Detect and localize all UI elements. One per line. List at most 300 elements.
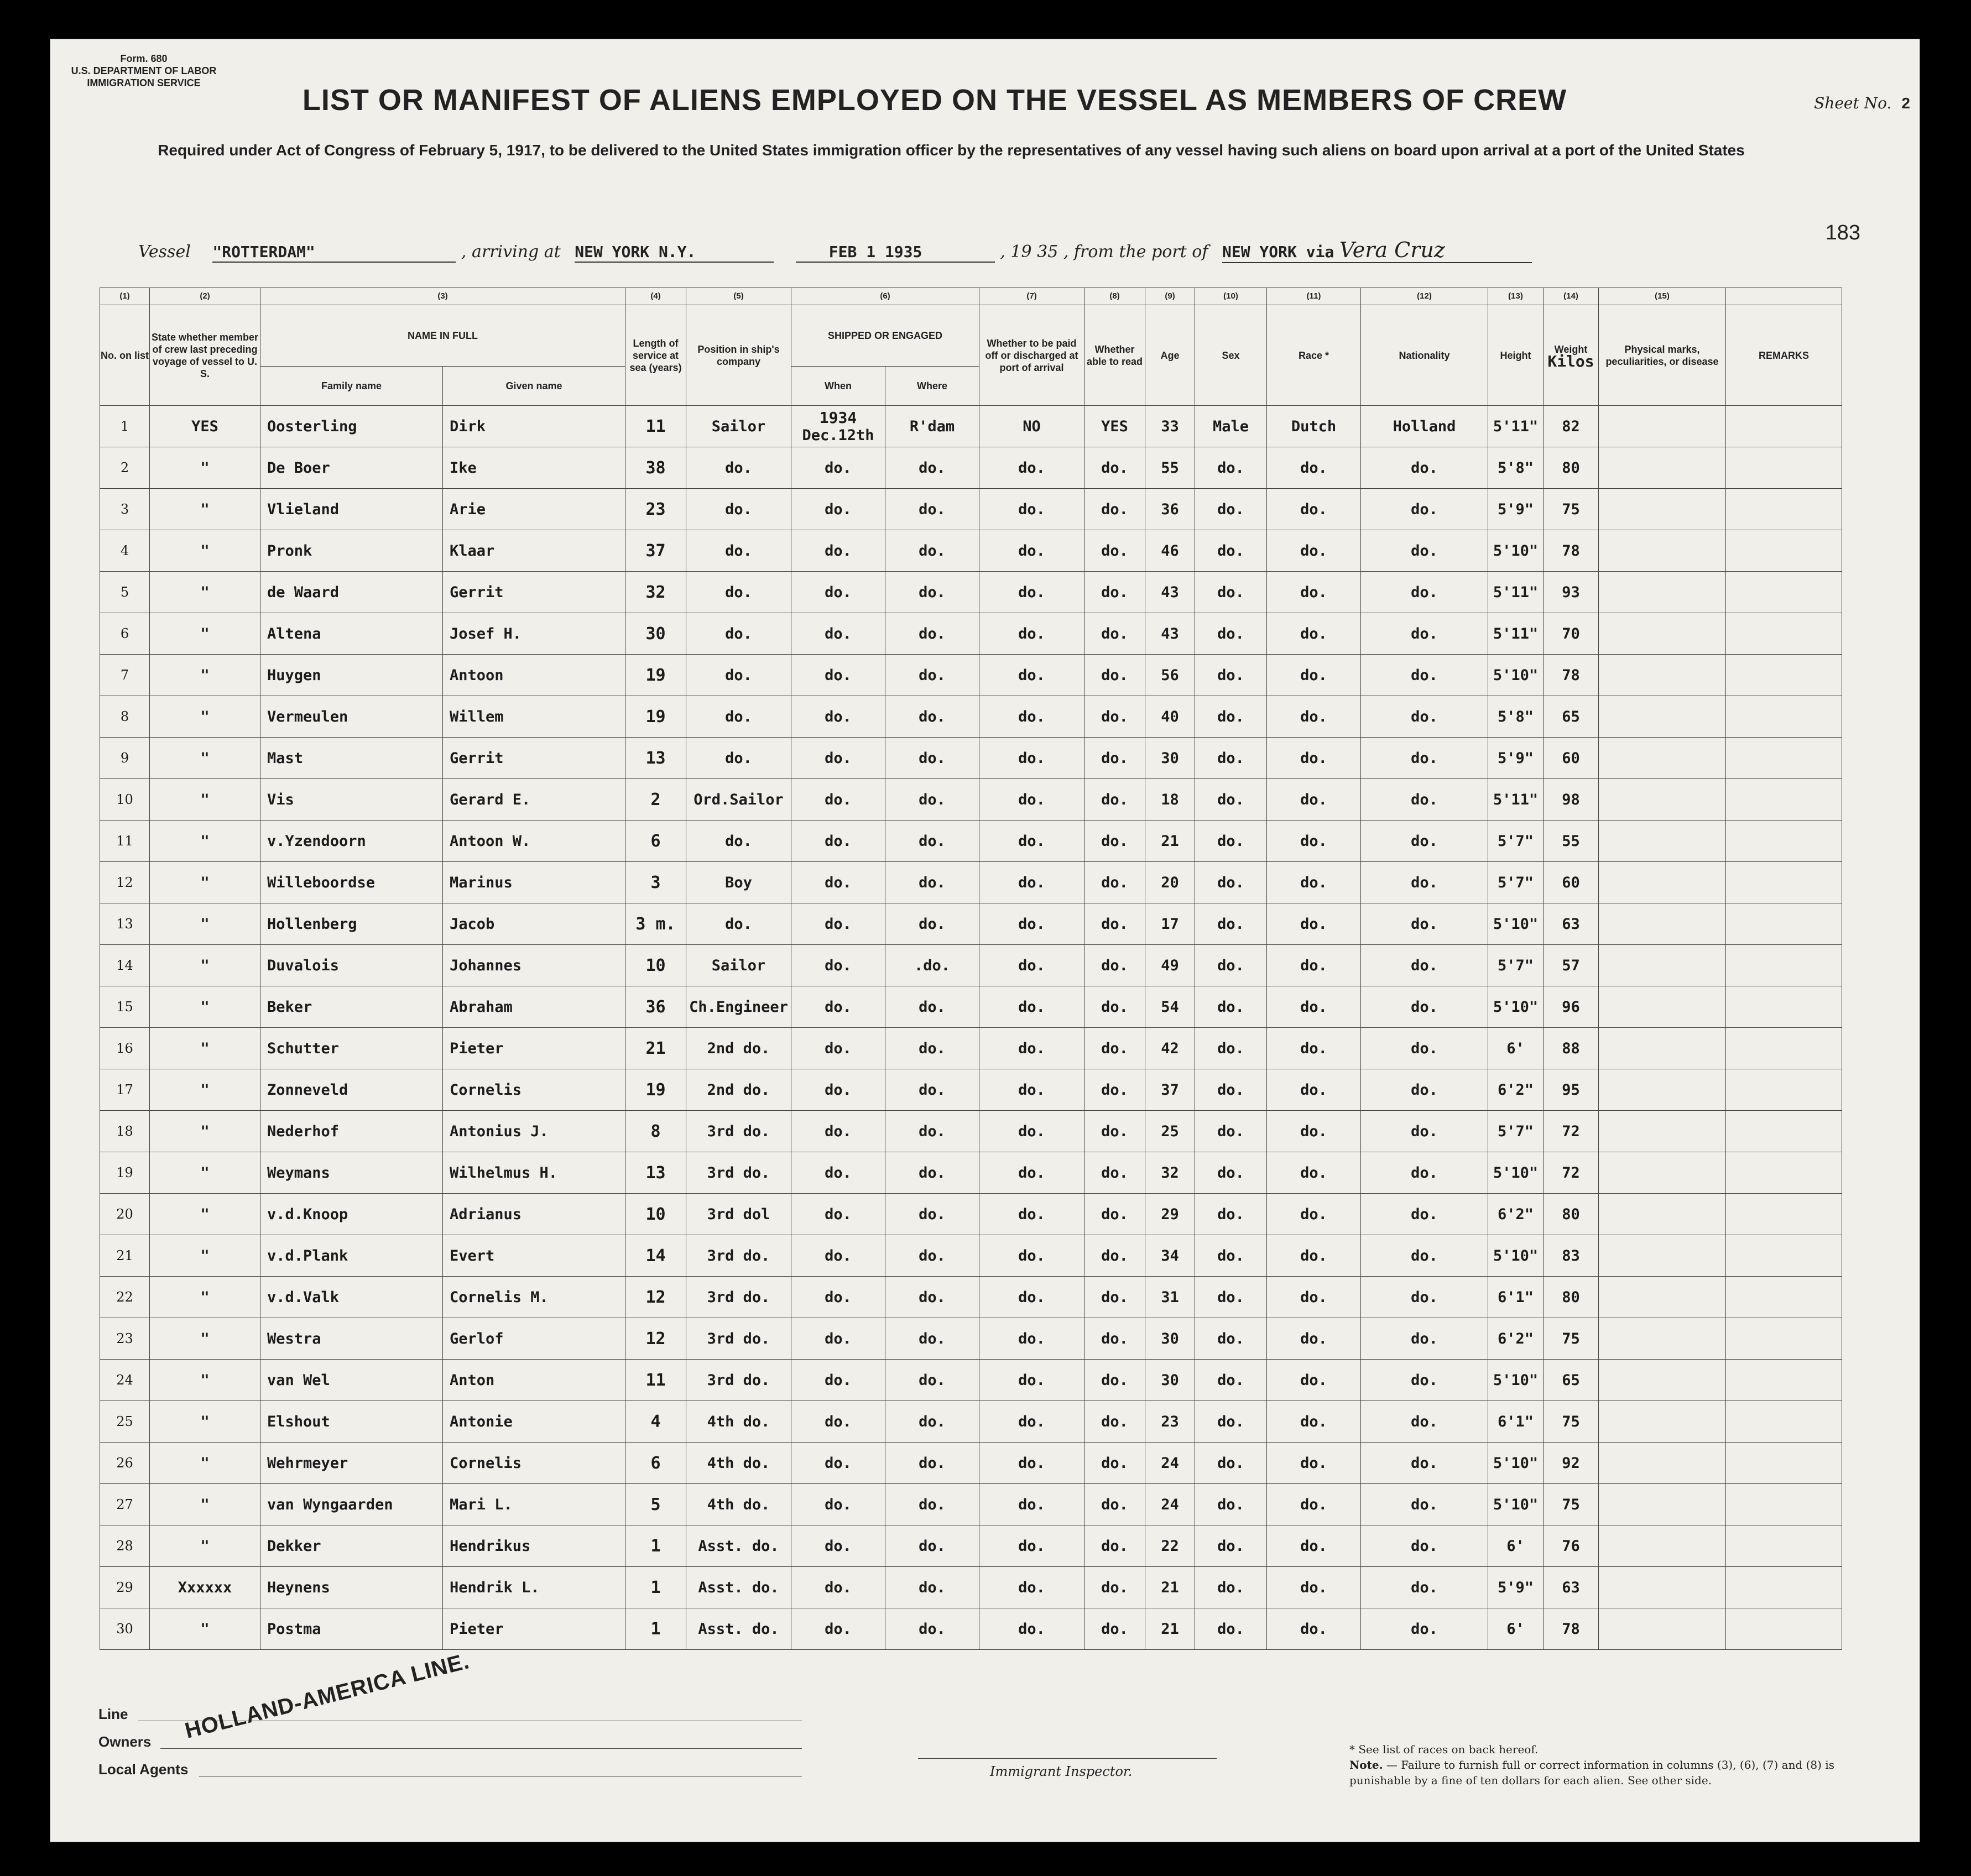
cell-no: 12 [100,862,150,903]
colnum-14: (14) [1544,288,1599,305]
cell-weight: 76 [1544,1525,1599,1567]
cell-state: " [150,447,260,489]
cell-nationality: do. [1361,1152,1488,1194]
cell-physical [1599,1401,1726,1443]
cell-physical [1599,986,1726,1028]
cell-height: 5'11" [1488,613,1544,655]
cell-remarks [1726,1360,1842,1401]
header-shipped: SHIPPED OR ENGAGED [791,305,979,367]
cell-race: do. [1267,1525,1361,1567]
cell-nationality: do. [1361,779,1488,821]
cell-race: do. [1267,530,1361,572]
cell-state: " [150,738,260,779]
cell-position: 3rd do. [686,1235,791,1277]
cell-weight: 72 [1544,1111,1599,1152]
cell-age: 30 [1145,738,1195,779]
cell-state: " [150,1194,260,1235]
cell-state: " [150,1318,260,1360]
cell-weight: 75 [1544,1318,1599,1360]
cell-age: 42 [1145,1028,1195,1069]
table-row [100,862,1842,903]
cell-given: Arie [443,489,625,530]
cell-family: Weymans [260,1152,443,1194]
cell-remarks [1726,1608,1842,1650]
table-row [100,1318,1842,1360]
form-number: Form. 680 [120,53,168,64]
cell-when: do. [791,986,885,1028]
cell-where: do. [885,821,979,862]
colnum-1: (1) [100,288,150,305]
table-row [100,489,1842,530]
table-row [100,1608,1842,1650]
cell-height: 5'10" [1488,1360,1544,1401]
table-row [100,655,1842,696]
cell-weight: 63 [1544,903,1599,945]
cell-where: do. [885,1443,979,1484]
cell-service: 3 [625,862,686,903]
table-row [100,696,1842,738]
cell-where: do. [885,1194,979,1235]
cell-sex: do. [1195,530,1267,572]
cell-read: do. [1084,1360,1145,1401]
cell-given: Gerard E. [443,779,625,821]
cell-physical [1599,406,1726,447]
cell-where: do. [885,862,979,903]
cell-given: Cornelis M. [443,1277,625,1318]
cell-state: " [150,986,260,1028]
cell-no: 22 [100,1277,150,1318]
cell-remarks [1726,696,1842,738]
cell-where: do. [885,447,979,489]
cell-service: 10 [625,945,686,986]
cell-paid: do. [979,821,1084,862]
cell-paid: do. [979,1235,1084,1277]
cell-remarks [1726,1443,1842,1484]
cell-position: 3rd do. [686,1152,791,1194]
cell-state: " [150,1525,260,1567]
cell-state: " [150,862,260,903]
cell-physical [1599,1152,1726,1194]
cell-nationality: do. [1361,1484,1488,1525]
crew-rows [100,406,1842,1650]
cell-paid: do. [979,1525,1084,1567]
cell-age: 46 [1145,530,1195,572]
cell-no: 4 [100,530,150,572]
cell-sex: do. [1195,1525,1267,1567]
cell-paid: do. [979,613,1084,655]
cell-weight: 60 [1544,738,1599,779]
cell-sex: do. [1195,447,1267,489]
cell-position: do. [686,696,791,738]
cell-age: 33 [1145,406,1195,447]
cell-service: 23 [625,489,686,530]
cell-age: 24 [1145,1484,1195,1525]
colnum-4: (4) [625,288,686,305]
cell-read: do. [1084,821,1145,862]
cell-nationality: do. [1361,696,1488,738]
cell-nationality: do. [1361,1525,1488,1567]
cell-race: do. [1267,1111,1361,1152]
cell-remarks [1726,1484,1842,1525]
table-row [100,1360,1842,1401]
cell-height: 5'9" [1488,738,1544,779]
cell-physical [1599,613,1726,655]
colnum-11: (11) [1267,288,1361,305]
cell-position: 3rd dol [686,1194,791,1235]
cell-age: 18 [1145,779,1195,821]
cell-sex: do. [1195,1567,1267,1608]
cell-position: 3rd do. [686,1360,791,1401]
cell-position: 3rd do. [686,1277,791,1318]
cell-weight: 83 [1544,1235,1599,1277]
cell-height: 5'7" [1488,821,1544,862]
table-row [100,1567,1842,1608]
table-row [100,1111,1842,1152]
cell-age: 55 [1145,447,1195,489]
cell-where: do. [885,1069,979,1111]
cell-sex: do. [1195,779,1267,821]
cell-remarks [1726,1194,1842,1235]
cell-when: do. [791,1484,885,1525]
cell-service: 6 [625,821,686,862]
cell-physical [1599,655,1726,696]
cell-service: 36 [625,986,686,1028]
cell-where: R'dam [885,406,979,447]
cell-service: 32 [625,572,686,613]
cell-no: 14 [100,945,150,986]
cell-given: Josef H. [443,613,625,655]
cell-family: Vermeulen [260,696,443,738]
cell-state: " [150,530,260,572]
cell-when: do. [791,1401,885,1443]
cell-state: " [150,1152,260,1194]
cell-no: 29 [100,1567,150,1608]
cell-state: " [150,1608,260,1650]
cell-age: 21 [1145,1567,1195,1608]
cell-position: do. [686,489,791,530]
cell-service: 4 [625,1401,686,1443]
cell-state: " [150,1028,260,1069]
cell-position: Asst. do. [686,1525,791,1567]
colnum-remarks [1726,288,1842,305]
cell-nationality: do. [1361,1608,1488,1650]
cell-no: 8 [100,696,150,738]
cell-race: do. [1267,1194,1361,1235]
cell-position: Asst. do. [686,1608,791,1650]
cell-state: " [150,1277,260,1318]
cell-state: Xxxxxx [150,1567,260,1608]
cell-remarks [1726,1567,1842,1608]
cell-nationality: do. [1361,1277,1488,1318]
cell-age: 21 [1145,1608,1195,1650]
cell-service: 12 [625,1318,686,1360]
header-remarks: REMARKS [1726,305,1842,406]
table-row [100,1069,1842,1111]
cell-read: do. [1084,1152,1145,1194]
header-no-on-list: No. on list [100,305,150,406]
cell-state: " [150,613,260,655]
cell-sex: do. [1195,1608,1267,1650]
cell-weight: 80 [1544,447,1599,489]
cell-height: 6' [1488,1028,1544,1069]
cell-height: 5'11" [1488,779,1544,821]
cell-nationality: do. [1361,1318,1488,1360]
table-row [100,986,1842,1028]
cell-race: do. [1267,1069,1361,1111]
page-subtitle: Required under Act of Congress of February 5, 1917, to be delivered to the United States immigration officer by the representatives of any vessel having such aliens on board upon arrival at a port of the United States [158,142,1745,159]
cell-physical [1599,1608,1726,1650]
cell-family: Schutter [260,1028,443,1069]
cell-remarks [1726,1028,1842,1069]
cell-given: Hendrikus [443,1525,625,1567]
cell-when: do. [791,1277,885,1318]
cell-read: do. [1084,447,1145,489]
cell-weight: 75 [1544,1401,1599,1443]
cell-given: Cornelis [443,1443,625,1484]
cell-service: 19 [625,655,686,696]
cell-when: do. [791,1443,885,1484]
cell-where: do. [885,1360,979,1401]
cell-read: do. [1084,489,1145,530]
cell-remarks [1726,1152,1842,1194]
cell-remarks [1726,986,1842,1028]
cell-race: do. [1267,572,1361,613]
table-row [100,530,1842,572]
cell-weight: 57 [1544,945,1599,986]
cell-given: Marinus [443,862,625,903]
cell-height: 5'10" [1488,655,1544,696]
cell-weight: 82 [1544,406,1599,447]
cell-service: 8 [625,1111,686,1152]
cell-age: 32 [1145,1152,1195,1194]
cell-when: do. [791,821,885,862]
cell-race: do. [1267,1360,1361,1401]
races-note: * See list of races on back hereof. [1349,1743,1539,1756]
cell-physical [1599,903,1726,945]
cell-race: do. [1267,821,1361,862]
cell-when: do. [791,447,885,489]
cell-no: 23 [100,1318,150,1360]
cell-no: 27 [100,1484,150,1525]
cell-position: Sailor [686,406,791,447]
cell-given: Mari L. [443,1484,625,1525]
cell-position: Ord.Sailor [686,779,791,821]
cell-physical [1599,530,1726,572]
cell-paid: do. [979,1111,1084,1152]
table-row [100,1443,1842,1484]
cell-nationality: do. [1361,1443,1488,1484]
cell-paid: do. [979,1194,1084,1235]
cell-paid: NO [979,406,1084,447]
cell-nationality: Holland [1361,406,1488,447]
cell-when: do. [791,903,885,945]
table-row [100,1401,1842,1443]
cell-remarks [1726,1401,1842,1443]
cell-physical [1599,1277,1726,1318]
cell-service: 1 [625,1567,686,1608]
cell-height: 5'9" [1488,489,1544,530]
cell-where: do. [885,530,979,572]
header-name-in-full: NAME IN FULL [260,305,625,367]
cell-when: do. [791,489,885,530]
cell-state: YES [150,406,260,447]
cell-nationality: do. [1361,613,1488,655]
footer-line-label: Line [98,1706,128,1722]
cell-weight: 98 [1544,779,1599,821]
cell-given: Gerlof [443,1318,625,1360]
cell-state: " [150,655,260,696]
cell-height: 5'10" [1488,1235,1544,1277]
cell-position: 4th do. [686,1484,791,1525]
cell-physical [1599,696,1726,738]
cell-position: 3rd do. [686,1318,791,1360]
header-able-read: Whether able to read [1084,305,1145,406]
cell-sex: do. [1195,655,1267,696]
cell-remarks [1726,1525,1842,1567]
cell-where: .do. [885,945,979,986]
cell-paid: do. [979,655,1084,696]
cell-when: do. [791,1318,885,1360]
cell-service: 3 m. [625,903,686,945]
cell-weight: 80 [1544,1194,1599,1235]
cell-sex: do. [1195,821,1267,862]
cell-remarks [1726,738,1842,779]
header-position: Position in ship's company [686,305,791,406]
cell-sex: do. [1195,1235,1267,1277]
cell-where: do. [885,1152,979,1194]
cell-height: 5'11" [1488,406,1544,447]
cell-race: do. [1267,1277,1361,1318]
vessel-line [138,238,1532,263]
table-row [100,738,1842,779]
cell-physical [1599,489,1726,530]
colnum-10: (10) [1195,288,1267,305]
cell-race: do. [1267,1028,1361,1069]
cell-weight: 55 [1544,821,1599,862]
cell-read: do. [1084,1608,1145,1650]
cell-sex: do. [1195,1401,1267,1443]
cell-physical [1599,1443,1726,1484]
cell-where: do. [885,738,979,779]
cell-sex: do. [1195,613,1267,655]
cell-where: do. [885,903,979,945]
cell-physical [1599,1194,1726,1235]
cell-race: do. [1267,696,1361,738]
cell-race: do. [1267,1152,1361,1194]
cell-sex: do. [1195,1111,1267,1152]
cell-family: v.d.Knoop [260,1194,443,1235]
cell-service: 12 [625,1277,686,1318]
cell-nationality: do. [1361,1069,1488,1111]
cell-where: do. [885,1318,979,1360]
colnum-5: (5) [686,288,791,305]
column-numbers [100,288,1842,305]
cell-remarks [1726,530,1842,572]
cell-height: 6' [1488,1525,1544,1567]
cell-no: 25 [100,1401,150,1443]
cell-service: 6 [625,1443,686,1484]
cell-nationality: do. [1361,945,1488,986]
cell-paid: do. [979,903,1084,945]
cell-where: do. [885,1608,979,1650]
cell-given: Antonius J. [443,1111,625,1152]
cell-family: v.d.Plank [260,1235,443,1277]
cell-race: do. [1267,447,1361,489]
cell-given: Willem [443,696,625,738]
cell-no: 7 [100,655,150,696]
cell-physical [1599,738,1726,779]
cell-service: 30 [625,613,686,655]
cell-height: 6'1" [1488,1277,1544,1318]
table-row [100,1484,1842,1525]
cell-family: Nederhof [260,1111,443,1152]
colnum-12: (12) [1361,288,1488,305]
arrival-port: NEW YORK N.Y. [575,243,696,261]
cell-given: Wilhelmus H. [443,1152,625,1194]
cell-remarks [1726,1111,1842,1152]
cell-race: do. [1267,1484,1361,1525]
cell-race: do. [1267,986,1361,1028]
cell-read: do. [1084,1028,1145,1069]
cell-age: 21 [1145,821,1195,862]
cell-given: Adrianus [443,1194,625,1235]
cell-family: Huygen [260,655,443,696]
footer-owners-label: Owners [98,1733,152,1750]
cell-paid: do. [979,862,1084,903]
cell-no: 5 [100,572,150,613]
cell-given: Gerrit [443,572,625,613]
cell-no: 13 [100,903,150,945]
cell-family: Wehrmeyer [260,1443,443,1484]
cell-family: Dekker [260,1525,443,1567]
cell-age: 31 [1145,1277,1195,1318]
cell-where: do. [885,655,979,696]
cell-read: do. [1084,903,1145,945]
cell-weight: 75 [1544,489,1599,530]
cell-weight: 70 [1544,613,1599,655]
cell-read: do. [1084,779,1145,821]
cell-when: do. [791,1111,885,1152]
cell-physical [1599,1567,1726,1608]
cell-when: do. [791,1235,885,1277]
cell-remarks [1726,821,1842,862]
cell-read: do. [1084,655,1145,696]
cell-remarks [1726,1318,1842,1360]
cell-age: 22 [1145,1525,1195,1567]
cell-service: 1 [625,1608,686,1650]
cell-where: do. [885,1111,979,1152]
cell-physical [1599,572,1726,613]
cell-race: do. [1267,1235,1361,1277]
cell-read: do. [1084,1069,1145,1111]
cell-given: Anton [443,1360,625,1401]
cell-read: do. [1084,862,1145,903]
arriving-label: , arriving at [461,242,561,262]
cell-age: 40 [1145,696,1195,738]
cell-family: Vlieland [260,489,443,530]
cell-no: 2 [100,447,150,489]
cell-race: do. [1267,903,1361,945]
vessel-name: "ROTTERDAM" [212,243,315,261]
cell-physical [1599,1235,1726,1277]
cell-sex: do. [1195,696,1267,738]
cell-service: 10 [625,1194,686,1235]
cell-remarks [1726,489,1842,530]
cell-nationality: do. [1361,1401,1488,1443]
cell-height: 6'2" [1488,1069,1544,1111]
cell-family: Altena [260,613,443,655]
header-height: Height [1488,305,1544,406]
